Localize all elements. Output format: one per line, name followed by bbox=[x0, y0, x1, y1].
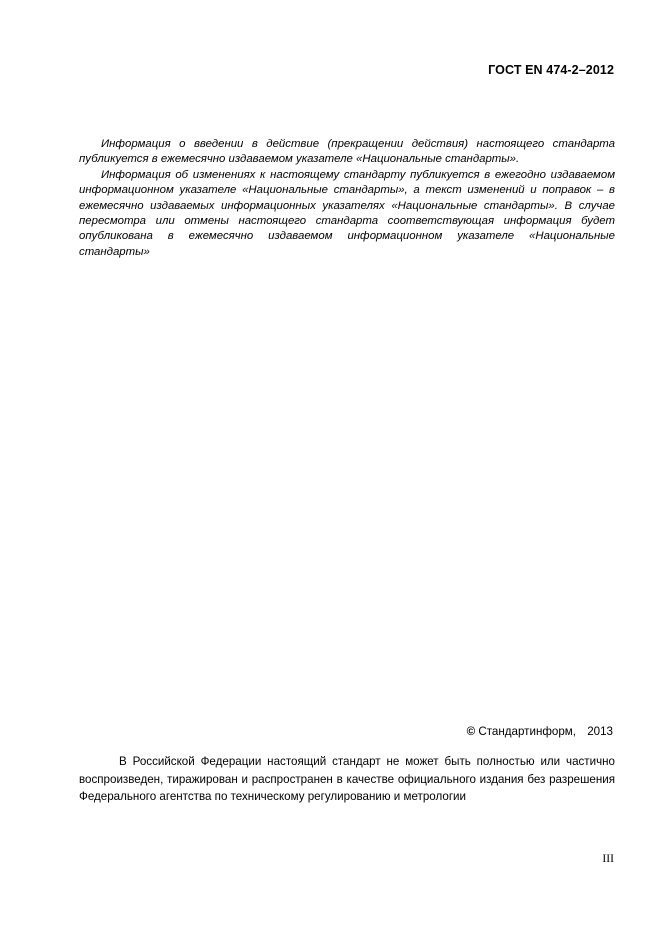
copyright-holder: Стандартинформ, bbox=[478, 725, 576, 738]
rights-paragraph: В Российской Федерации настоящий стандарт не может быть полностью или частично воспроизведен, тиражирован и распространен в качестве официального издания без разрешения Федерального агентства по техническому регулированию и метрологии bbox=[79, 755, 615, 804]
page-number: III bbox=[602, 852, 614, 865]
notice-paragraph-2: Информация об изменениях к настоящему стандарту публикуется в ежегодно издаваемом информационном указателе «Национальные стандарты», а текст изменений и поправок – в ежемесячно издаваемых информационных указателях «Национальные стандарты». В случае пересмотра или отмены настоящего стандарта соответствующая информация будет опубликована в ежемесячно издаваемом информационном указателе «Национальные стандарты» bbox=[79, 168, 615, 258]
copyright-line bbox=[467, 725, 613, 738]
reproduction-rights bbox=[79, 753, 615, 806]
copyright-year: 2013 bbox=[587, 725, 613, 738]
notice-paragraph-1: Информация о введении в действие (прекращении действия) настоящего стандарта публикуется в ежемесячно издаваемом указателе «Национальные стандарты». bbox=[79, 138, 615, 166]
publication-notice bbox=[79, 137, 615, 260]
document-code: ГОСТ EN 474-2–2012 bbox=[488, 63, 614, 77]
copyright-icon: © bbox=[466, 725, 476, 738]
